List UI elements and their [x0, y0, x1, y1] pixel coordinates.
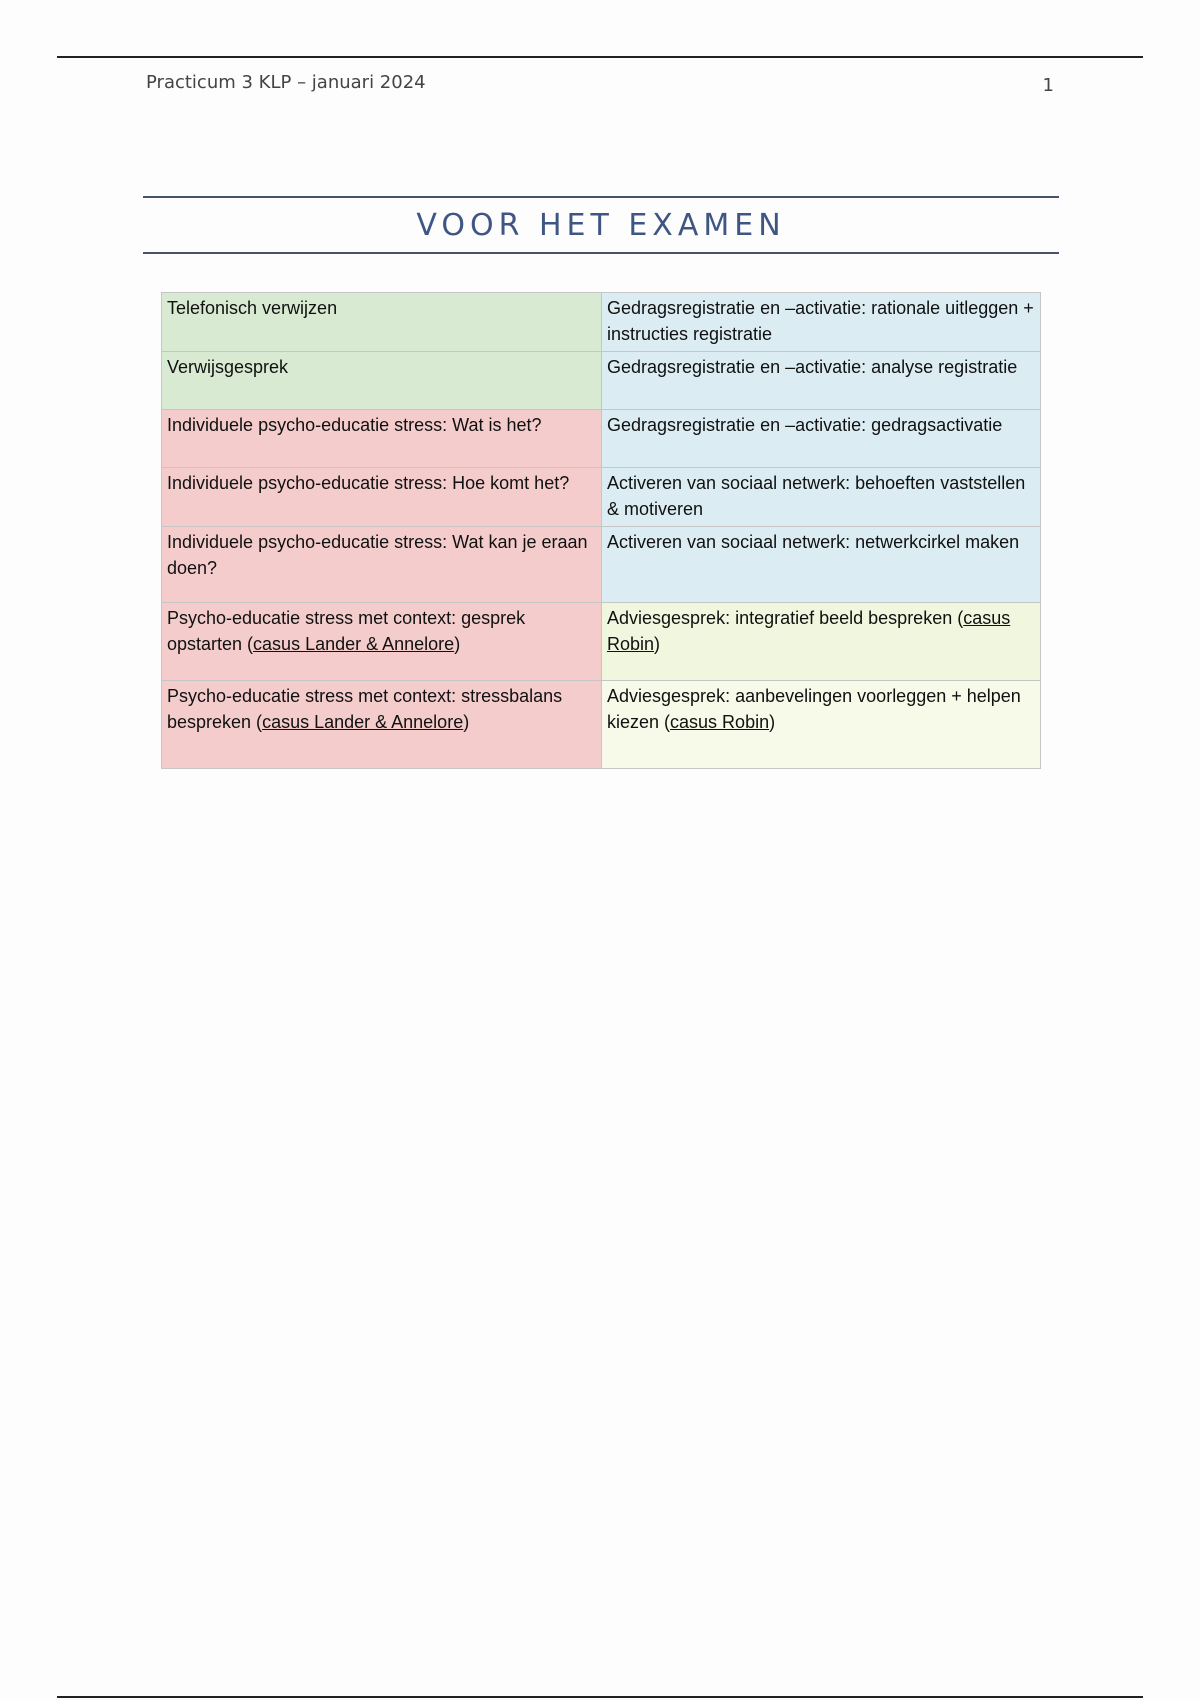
table-cell: Telefonisch verwijzen — [162, 293, 602, 352]
table-cell: Gedragsregistratie en –activatie: analyse registratie — [602, 352, 1041, 410]
running-header: Practicum 3 KLP – januari 2024 — [146, 72, 426, 93]
table-cell: Gedragsregistratie en –activatie: gedragsactivatie — [602, 410, 1041, 468]
cell-text: ) — [769, 712, 776, 732]
case-link[interactable]: casus Robin — [607, 608, 1011, 654]
table-cell — [602, 681, 1041, 769]
table-cell: Activeren van sociaal netwerk: behoeften vaststellen & motiveren — [602, 468, 1041, 527]
case-link[interactable]: casus Robin — [670, 712, 770, 732]
table-row — [162, 681, 1041, 769]
title-block — [143, 196, 1059, 254]
table-cell: Individuele psycho-educatie stress: Wat is het? — [162, 410, 602, 468]
table-row — [162, 603, 1041, 681]
table-cell — [162, 681, 602, 769]
case-link[interactable]: casus Lander & Annelore — [262, 712, 464, 732]
table-row — [162, 527, 1041, 603]
footer-rule — [57, 1696, 1143, 1698]
table-row — [162, 410, 1041, 468]
cell-text: ) — [454, 634, 461, 654]
table-row — [162, 468, 1041, 527]
table-cell: Verwijsgesprek — [162, 352, 602, 410]
cell-text: Psycho-educatie stress met context: stressbalans bespreken ( — [167, 686, 563, 732]
table-row — [162, 352, 1041, 410]
table-cell: Activeren van sociaal netwerk: netwerkcirkel maken — [602, 527, 1041, 603]
table-row — [162, 293, 1041, 352]
table-cell: Individuele psycho-educatie stress: Hoe komt het? — [162, 468, 602, 527]
exam-topics-table — [161, 292, 1041, 769]
table-cell: Gedragsregistratie en –activatie: rationale uitleggen + instructies registratie — [602, 293, 1041, 352]
header-rule — [57, 56, 1143, 58]
table-cell: Individuele psycho-educatie stress: Wat kan je eraan doen? — [162, 527, 602, 603]
page-number: 1 — [1042, 75, 1054, 96]
page-title: VOOR HET EXAMEN — [416, 207, 786, 243]
cell-text: ) — [654, 634, 661, 654]
cell-text: Psycho-educatie stress met context: gesprek opstarten ( — [167, 608, 526, 654]
table-cell — [162, 603, 602, 681]
cell-text: Adviesgesprek: integratief beeld bespreken ( — [607, 608, 964, 628]
table-cell — [602, 603, 1041, 681]
cell-text: Adviesgesprek: aanbevelingen voorleggen + helpen kiezen ( — [607, 686, 1021, 732]
case-link[interactable]: casus Lander & Annelore — [253, 634, 455, 654]
cell-text: ) — [463, 712, 470, 732]
